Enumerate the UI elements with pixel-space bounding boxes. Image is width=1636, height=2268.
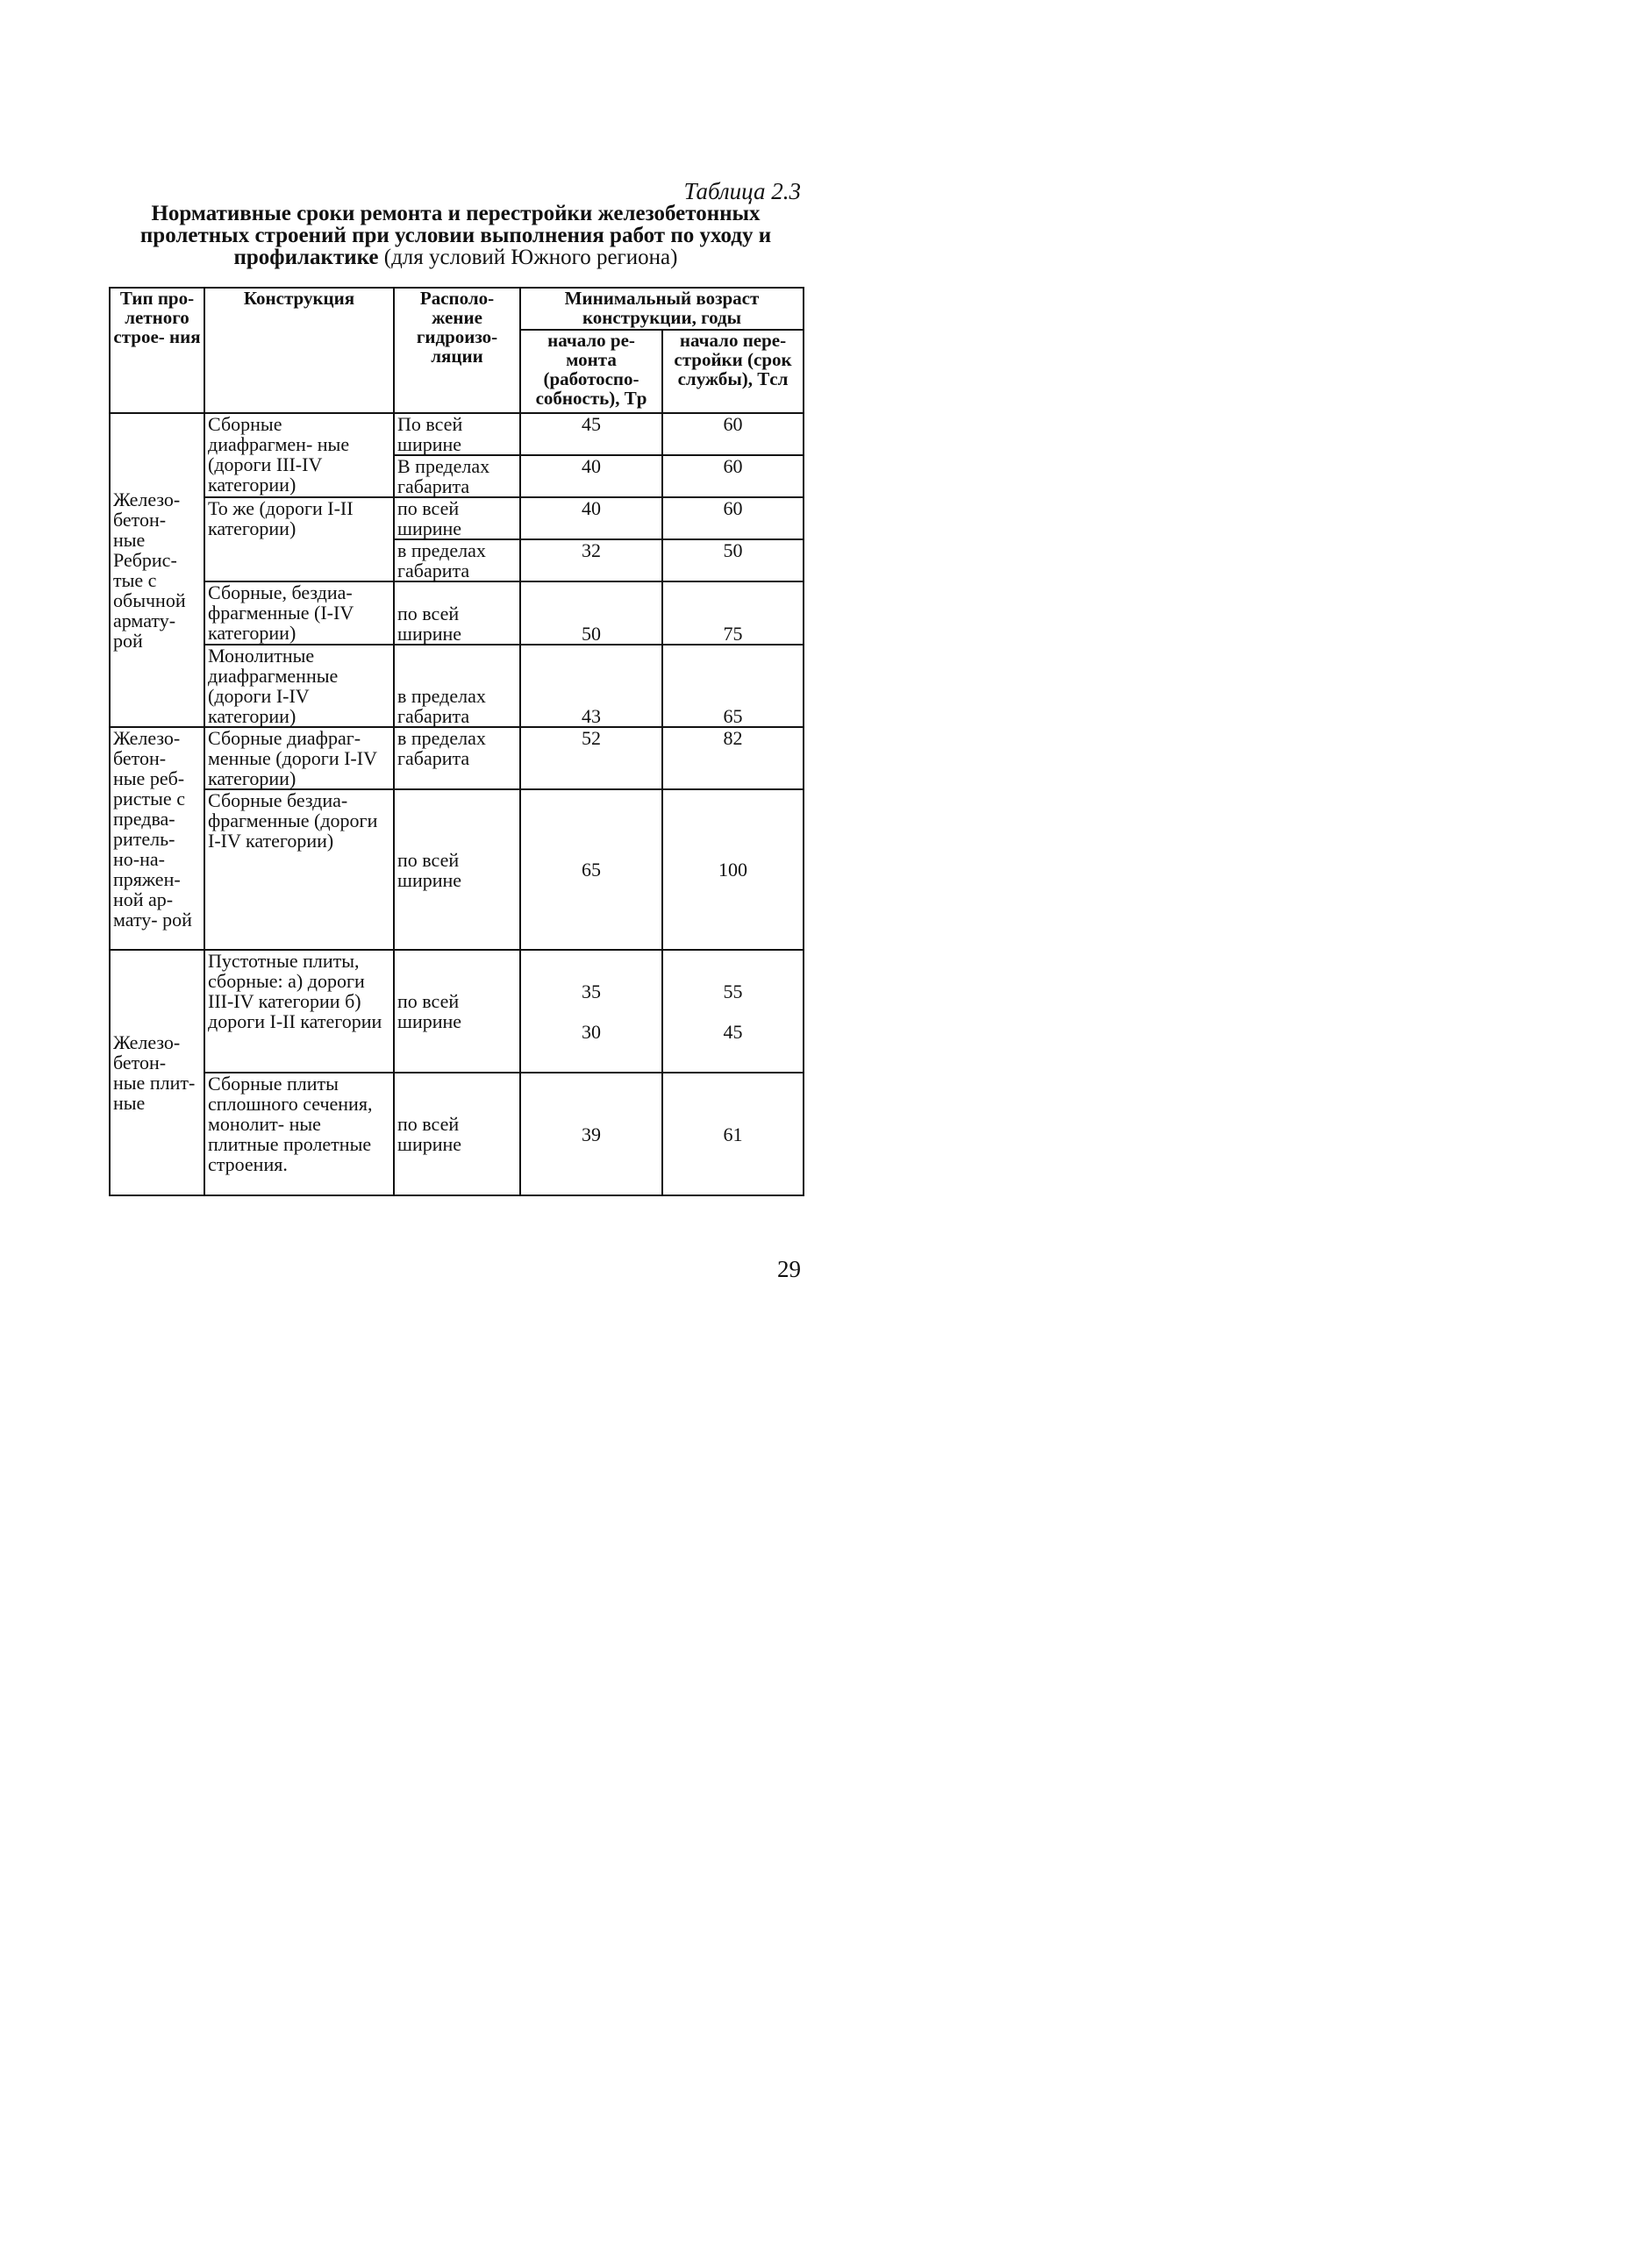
rebuild-cell: 60 [662, 455, 804, 497]
table-row [110, 950, 804, 1073]
repair-cell [520, 950, 662, 1073]
table-row [110, 727, 804, 789]
construction-cell-5: Сборные диафраг- менные (дороги I-IV категории) [204, 727, 394, 789]
rebuild-cell [662, 950, 804, 1073]
norms-table [109, 287, 804, 1196]
rebuild-cell: 60 [662, 413, 804, 455]
repair-cell: 32 [520, 539, 662, 581]
construction-cell-2: То же (дороги I-II категории) [204, 497, 394, 581]
repair-cell: 52 [520, 727, 662, 789]
header-waterproof: Располо- жение гидроизо- ляции [394, 288, 520, 413]
title-normal: (для условий Южного региона) [383, 246, 678, 269]
header-rebuild: начало пере- стройки (срок службы), Tсл [662, 330, 804, 413]
rebuild-cell: 82 [662, 727, 804, 789]
repair-cell: 65 [520, 789, 662, 950]
repair-cell: 45 [520, 413, 662, 455]
repair-value-b: 30 [582, 1020, 601, 1043]
header-min-age: Минимальный возраст конструкции, годы [520, 288, 804, 330]
waterproof-cell: по всей ширине [394, 789, 520, 950]
repair-cell: 39 [520, 1073, 662, 1195]
repair-value-a: 35 [582, 980, 601, 1002]
construction-cell-4: Монолитные диафрагменные (дороги I-IV категории) [204, 645, 394, 727]
title-bold: Нормативные сроки ремонта и перестройки железобетонных пролетных строений при условии выполнения работ по уходу и профилактике [139, 202, 772, 269]
header-repair: начало ре- монта (работоспо- собность), Tp [520, 330, 662, 413]
table-row [110, 789, 804, 950]
rebuild-value-b: 45 [723, 1020, 743, 1043]
type-cell-2: Железо- бетон- ные реб- ристые с предва- ритель- но-на- пряжен- ной ар- мату- рой [110, 727, 204, 950]
repair-cell: 40 [520, 497, 662, 539]
rebuild-cell: 100 [662, 789, 804, 950]
header-type: Тип про- летного строе- ния [110, 288, 204, 413]
waterproof-cell: по всей ширине [394, 497, 520, 539]
table-label: Таблица 2.3 [683, 178, 801, 204]
table-row [110, 581, 804, 645]
waterproof-cell: По всей ширине [394, 413, 520, 455]
waterproof-cell: по всей ширине [394, 581, 520, 645]
header-construction: Конструкция [204, 288, 394, 413]
rebuild-value-a: 55 [723, 980, 743, 1002]
page-number: 29 [777, 1256, 801, 1282]
table-title [107, 203, 804, 268]
table-row [110, 497, 804, 539]
table-row [110, 1073, 804, 1195]
construction-cell-6: Сборные бездиа- фрагменные (дороги I-IV категории) [204, 789, 394, 950]
type-cell-3: Железо- бетон- ные плит- ные [110, 950, 204, 1195]
construction-cell-1: Сборные диафрагмен- ные (дороги III-IV категории) [204, 413, 394, 497]
type-cell-1: Железо- бетон- ные Ребрис- тые с обычной армату- рой [110, 413, 204, 727]
waterproof-cell: в пределах габарита [394, 539, 520, 581]
rebuild-cell: 50 [662, 539, 804, 581]
waterproof-cell: в пределах габарита [394, 727, 520, 789]
rebuild-cell: 60 [662, 497, 804, 539]
repair-cell: 40 [520, 455, 662, 497]
repair-cell: 43 [520, 645, 662, 727]
waterproof-cell: по всей ширине [394, 1073, 520, 1195]
table-row [110, 645, 804, 727]
waterproof-cell: В пределах габарита [394, 455, 520, 497]
rebuild-cell: 65 [662, 645, 804, 727]
construction-cell-3: Сборные, бездиа- фрагменные (I-IV категории) [204, 581, 394, 645]
table-row [110, 413, 804, 455]
rebuild-cell: 61 [662, 1073, 804, 1195]
construction-cell-7: Пустотные плиты, сборные: а) дороги III-IV категории б) дороги I-II категории [204, 950, 394, 1073]
waterproof-cell: в пределах габарита [394, 645, 520, 727]
rebuild-cell: 75 [662, 581, 804, 645]
repair-cell: 50 [520, 581, 662, 645]
construction-cell-8: Сборные плиты сплошного сечения, монолит- ные плитные пролетные строения. [204, 1073, 394, 1195]
waterproof-cell: по всей ширине [394, 950, 520, 1073]
